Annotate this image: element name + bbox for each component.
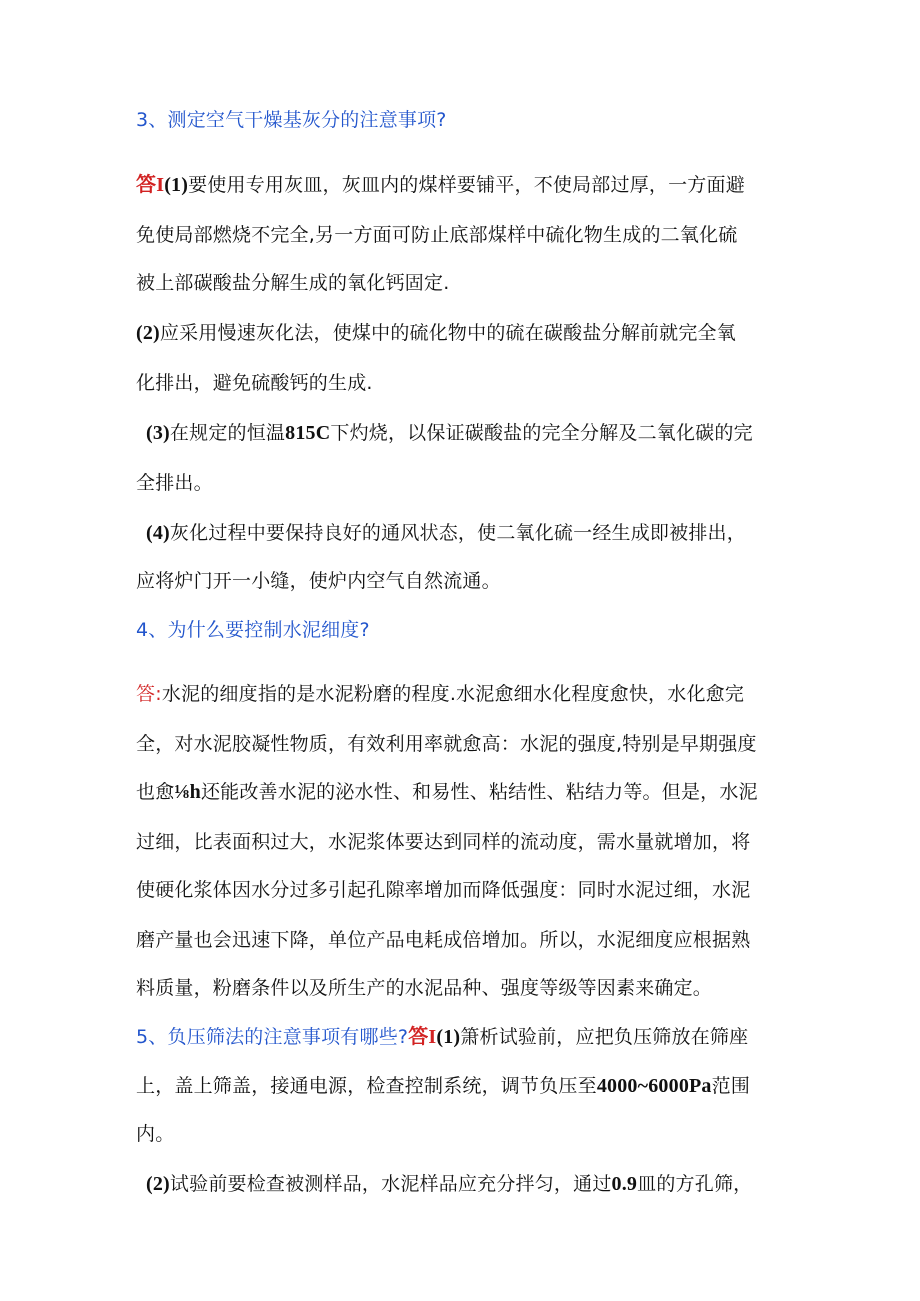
item-number: (2) (136, 322, 160, 344)
text: 还能改善水泥的泌水性、和易性、粘结性、粘结力等。但是，水泥 (200, 781, 758, 803)
item-number: (2) (146, 1173, 170, 1195)
q3-item-4-line-1 (146, 520, 746, 546)
text: 上，盖上筛盖，接通电源，检查控制系统，调节负压至 (136, 1075, 597, 1097)
answer-label: 答I (136, 174, 165, 196)
question-4-title: 4、为什么要控制水泥细度? (136, 619, 370, 641)
garbled-code: ⅛h (174, 781, 201, 803)
q5-answer-line-3: 内。 (136, 1123, 175, 1145)
q4-answer-line-1 (136, 681, 744, 707)
q3-answer-line-3: 被上部碳酸盐分解生成的氧化钙固定. (136, 272, 450, 294)
q3-answer-line-2: 免使局部燃烧不完全,另一方面可防止底部煤样中硫化物生成的二氧化硫 (136, 224, 738, 246)
text: 也愈 (136, 781, 175, 803)
item-number: (1) (436, 1026, 461, 1048)
text: 应采用慢速灰化法，使煤中的硫化物中的硫在碳酸盐分解前就完全氧 (159, 322, 736, 344)
answer-label: 答I (408, 1026, 437, 1048)
item-number: (3) (146, 422, 170, 444)
text: 皿的方孔筛， (637, 1173, 753, 1195)
question-3-title: 3、测定空气干燥基灰分的注意事项? (136, 109, 447, 131)
item-number: (1) (164, 174, 189, 196)
text: 在规定的恒温 (169, 422, 286, 444)
sieve-size: 0.9 (611, 1173, 638, 1195)
q4-answer-line-3 (136, 779, 758, 805)
pressure-range: 4000~6000Pa (596, 1075, 712, 1097)
text: 灰化过程中要保持良好的通风状态，使二氧化硫一经生成即被排出， (169, 522, 746, 544)
q5-answer-line-2 (136, 1073, 750, 1099)
text: 试验前要检查被测样品，水泥样品应充分拌匀，通过 (169, 1173, 612, 1195)
q5-item-2-line-1 (146, 1171, 752, 1197)
text: 水泥的细度指的是水泥粉磨的程度.水泥愈细水化程度愈快，水化愈完 (161, 683, 745, 705)
q4-answer-line-5: 使硬化浆体因水分过多引起孔隙率增加而降低强度：同时水泥过细，水泥 (136, 879, 751, 901)
text: 箫析试验前，应把负压筛放在筛座 (460, 1026, 749, 1048)
question-5-line-1 (136, 1024, 748, 1050)
q3-item-4-line-2: 应将炉门开一小缝，使炉内空气自然流通。 (136, 570, 501, 592)
q3-item-2-line-2: 化排出，避免硫酸钙的生成. (136, 372, 373, 394)
text: 范围 (711, 1075, 751, 1097)
q3-item-3-line-2: 全排出。 (136, 472, 213, 494)
q3-item-3-line-1 (146, 420, 753, 446)
q4-answer-line-4: 过细，比表面积过大，水泥浆体要达到同样的流动度，需水量就增加，将 (136, 831, 751, 853)
text: 要使用专用灰皿，灰皿内的煤样要铺平，不使局部过厚，一方面避 (188, 174, 745, 196)
text: 下灼烧，以保证碳酸盐的完全分解及二氧化碳的完 (330, 422, 753, 444)
q3-answer-line-1 (136, 172, 745, 198)
q4-answer-line-7: 料质量，粉磨条件以及所生产的水泥品种、强度等级等因素来确定。 (136, 977, 713, 999)
q3-item-2-line-1 (136, 320, 736, 346)
question-5-title: 5、负压筛法的注意事项有哪些? (136, 1026, 409, 1048)
q4-answer-line-2: 全，对水泥胶凝性物质，有效利用率就愈高：水泥的强度,特别是早期强度 (136, 733, 757, 755)
temperature-value: 815C (285, 422, 331, 444)
q4-answer-line-6: 磨产量也会迅速下降，单位产品电耗成倍增加。所以，水泥细度应根据熟 (136, 929, 751, 951)
item-number: (4) (146, 522, 170, 544)
answer-label: 答: (136, 683, 162, 705)
